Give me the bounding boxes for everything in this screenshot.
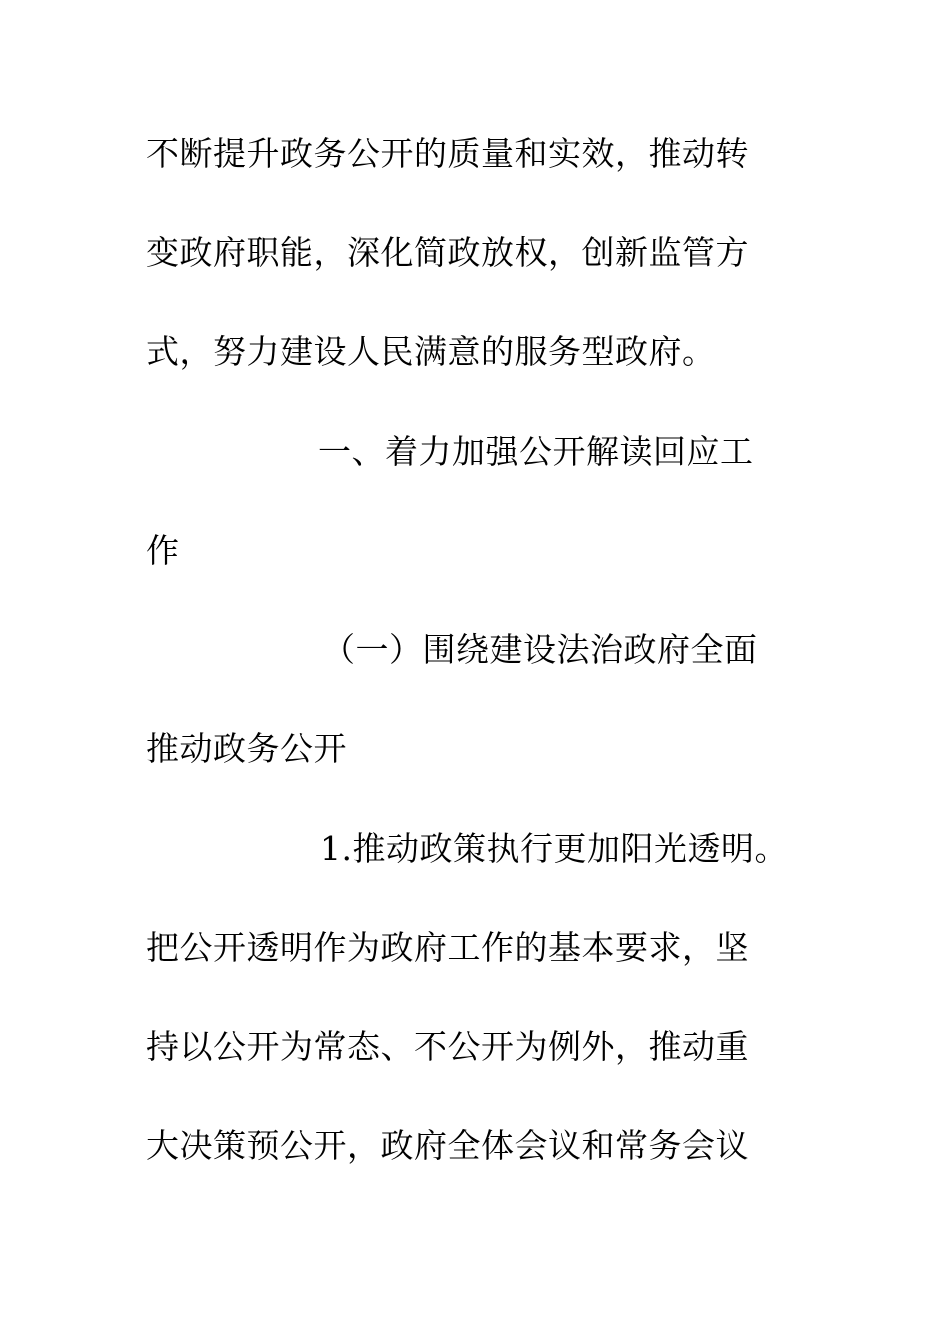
body-text-line: 把公开透明作为政府工作的基本要求，坚 — [146, 928, 749, 967]
subsection-heading-continuation: 推动政务公开 — [146, 729, 347, 768]
body-text-line: 持以公开为常态、不公开为例外，推动重 — [146, 1027, 749, 1066]
subsection-heading: （一）围绕建设法治政府全面 — [322, 630, 758, 669]
body-text-line: 变政府职能，深化简政放权，创新监管方 — [146, 233, 749, 272]
section-heading: 一、着力加强公开解读回应工 — [318, 432, 754, 471]
section-heading-continuation: 作 — [146, 531, 180, 570]
body-text-line: 大决策预公开，政府全体会议和常务会议 — [146, 1126, 749, 1165]
numbered-item-heading: 1.推动政策执行更加阳光透明。 — [320, 829, 788, 868]
body-text-line: 不断提升政务公开的质量和实效，推动转 — [146, 134, 749, 173]
body-text-line: 式，努力建设人民满意的服务型政府。 — [146, 332, 716, 371]
